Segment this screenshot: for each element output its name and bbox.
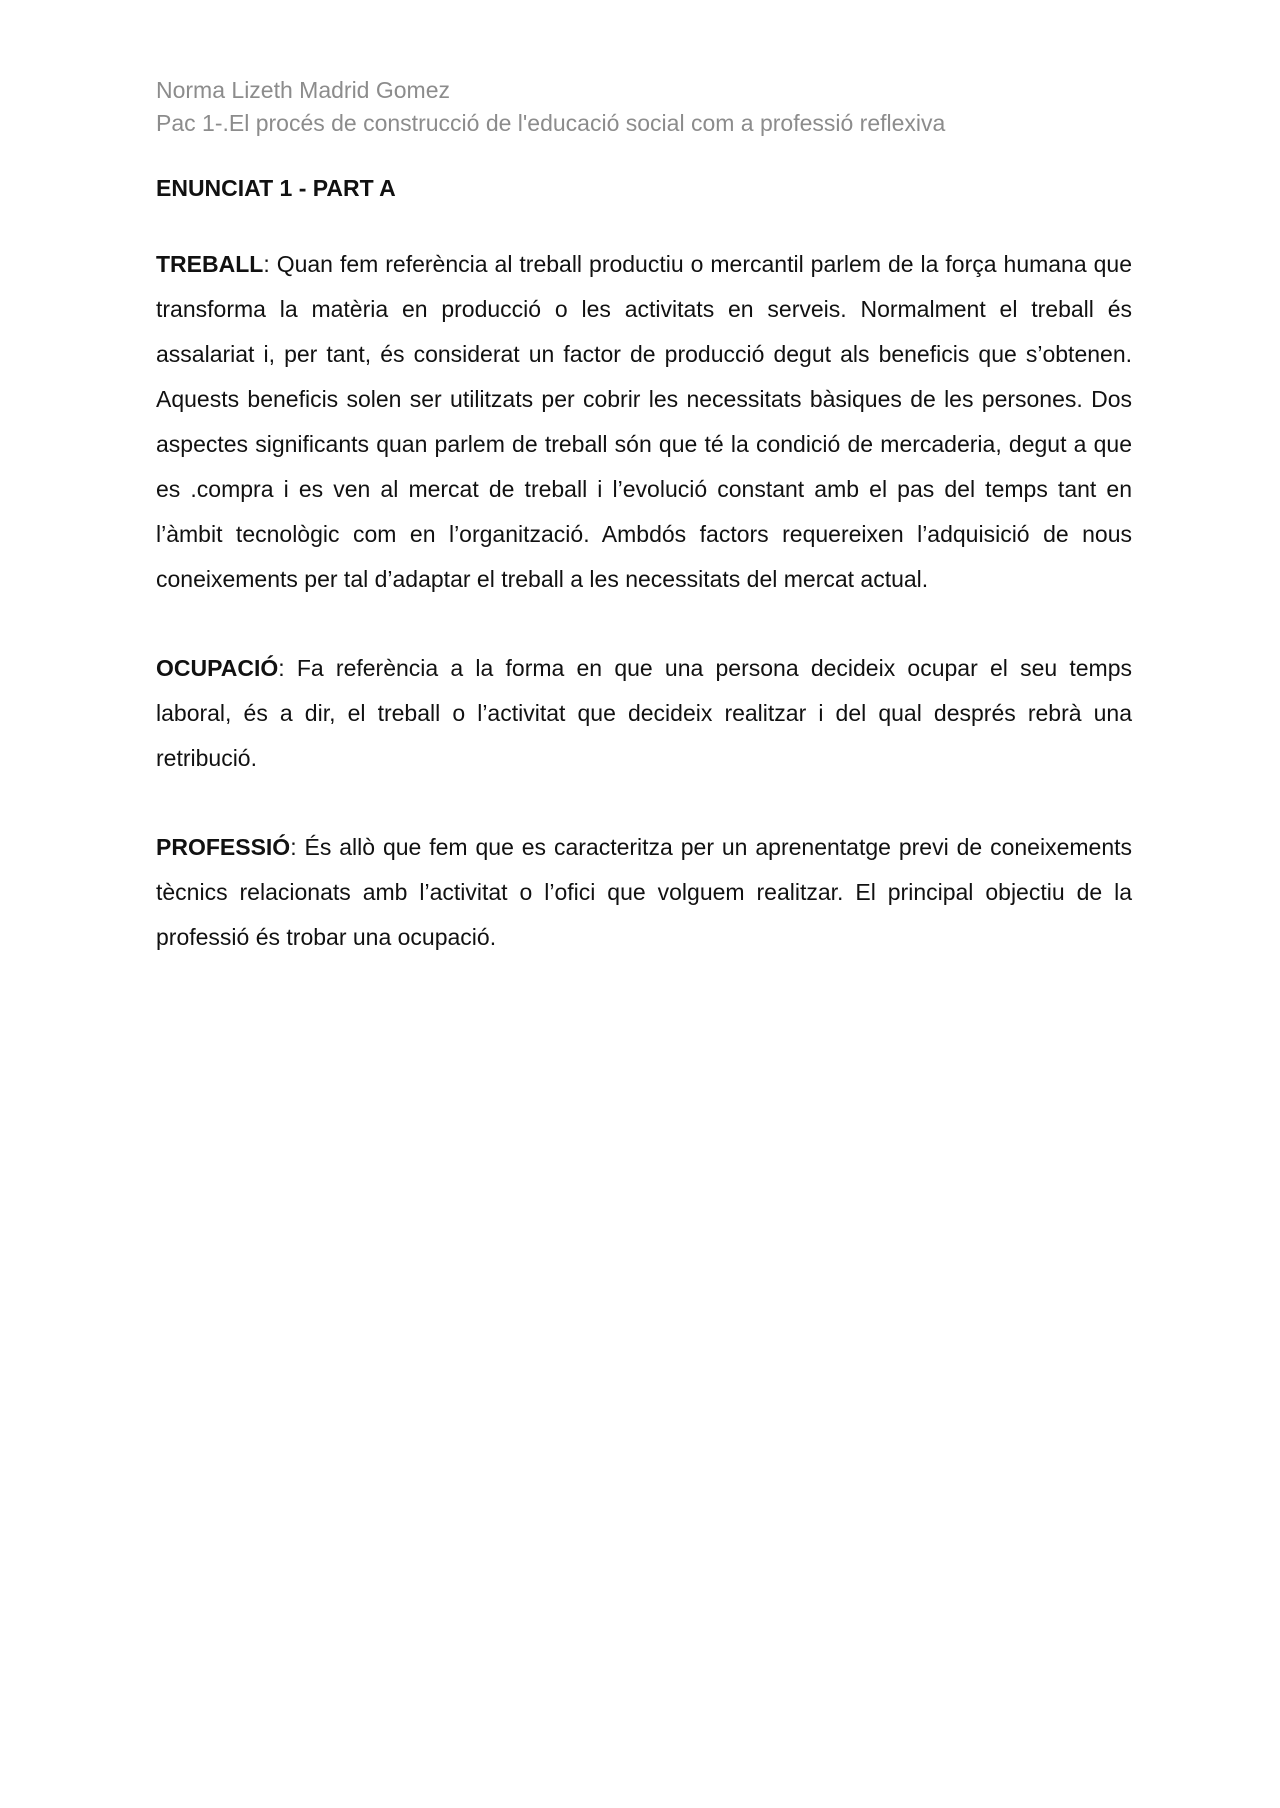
document-body — [156, 168, 1132, 1004]
definition-professio: : És allò que fem que es caracteritza per un aprenentatge previ de coneixements tècnics relacionats amb l’activitat o l’ofici que volguem realitzar. El principal objectiu de la professió és trobar una ocupació. — [156, 834, 1132, 950]
term-ocupacio: OCUPACIÓ — [156, 655, 279, 681]
paragraph-treball — [156, 242, 1132, 602]
paragraph-professio — [156, 825, 1132, 960]
paragraph-ocupacio — [156, 646, 1132, 781]
page-header — [156, 74, 945, 140]
author-name: Norma Lizeth Madrid Gomez — [156, 77, 450, 103]
assignment-title: Pac 1-.El procés de construcció de l'educació social com a professió reflexiva — [156, 110, 946, 136]
section-heading: ENUNCIAT 1 - PART A — [156, 175, 396, 201]
definition-treball: : Quan fem referència al treball productiu o mercantil parlem de la força humana que transforma la matèria en producció o les activitats en serveis. Normalment el treball és assalariat i, per tant, és considerat un factor de producció degut als beneficis que s’obtenen. Aquests beneficis solen ser utilitzats per cobrir les necessitats bàsiques de les persones. Dos aspectes significants quan parlem de treball són que té la condició de mercaderia, degut a que es .compra i es ven al mercat de treball i l’evolució constant amb el pas del temps tant en l’àmbit tecnològic com en l’organització. Ambdós factors requereixen l’adquisició de nous coneixements per tal d’adaptar el treball a les necessitats del mercat actual. — [156, 251, 1132, 592]
definition-ocupacio: : Fa referència a la forma en que una persona decideix ocupar el seu temps laboral, és a dir, el treball o l’activitat que decideix realitzar i del qual després rebrà una retribució. — [156, 655, 1132, 771]
term-professio: PROFESSIÓ — [156, 834, 291, 860]
term-treball: TREBALL — [156, 251, 264, 277]
